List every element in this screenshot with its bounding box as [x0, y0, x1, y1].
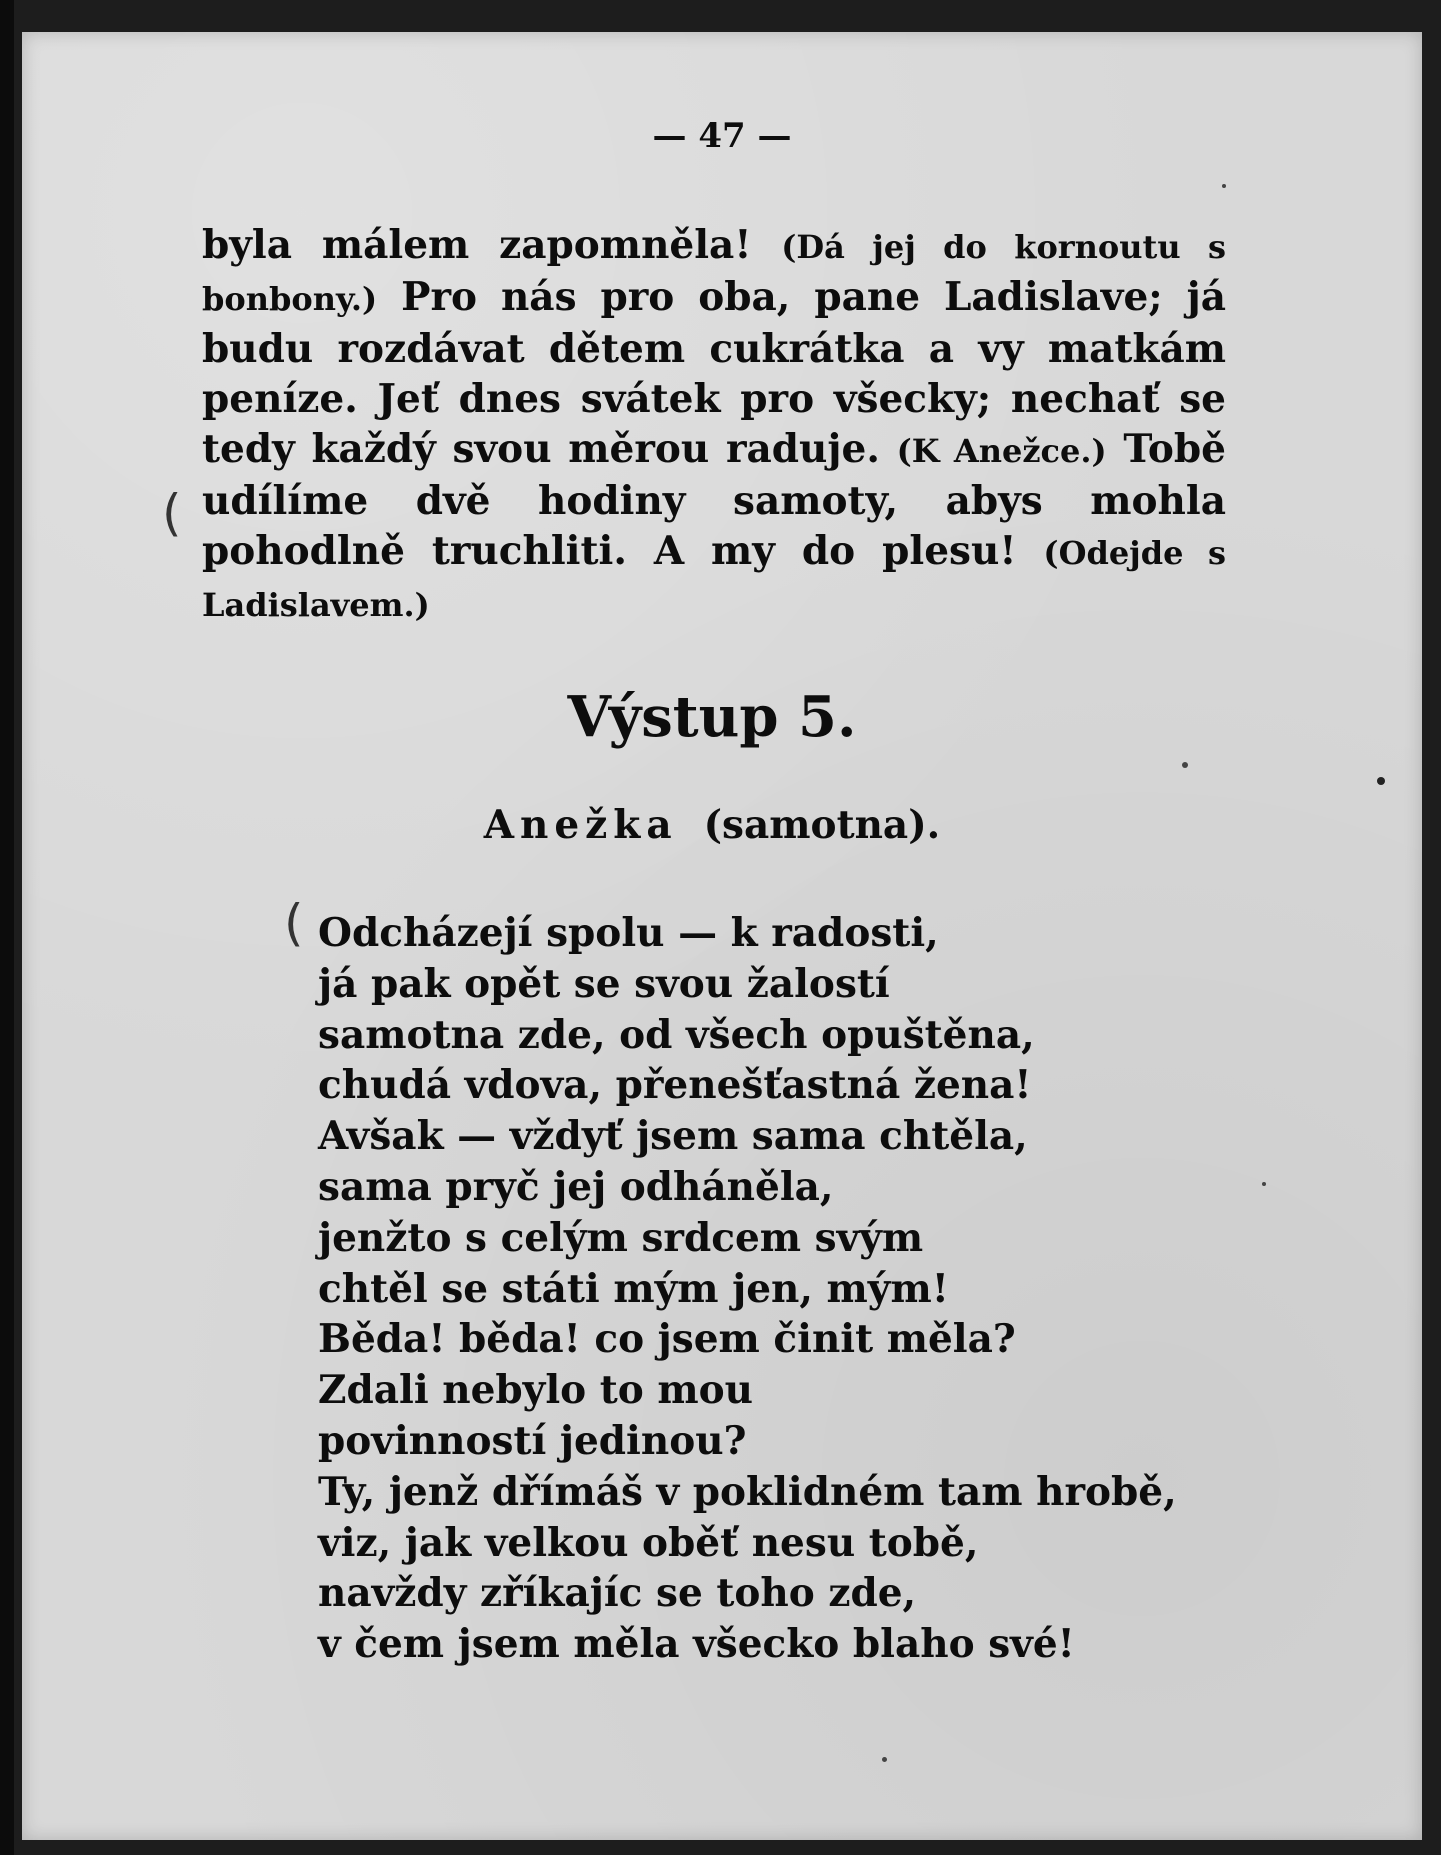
paper-speck: [1222, 184, 1226, 188]
pencil-bracket-mark: (: [284, 894, 304, 952]
character-line: [22, 802, 1402, 848]
paper-speck: [1262, 1182, 1266, 1186]
verse-line: povinností jedinou?: [318, 1417, 747, 1464]
verse-line: jenžto s celým srdcem svým: [318, 1214, 924, 1261]
pencil-bracket-mark: (: [162, 484, 182, 542]
verse-line: navždy zříkajíc se toho zde,: [318, 1570, 917, 1617]
verse-line: Zdali nebylo to mou: [318, 1367, 753, 1414]
prose-text: byla málem zapomněla!: [202, 222, 782, 268]
verse-line: chudá vdova, přenešťastná žena!: [318, 1062, 1032, 1109]
stage-direction: (Odejde s Ladislavem.): [202, 534, 1227, 624]
stage-direction: (Dá jej do kornoutu s bonbony.): [202, 228, 1226, 318]
character-name: Anežka: [483, 802, 678, 848]
verse-line: Běda! běda! co jsem činit měla?: [318, 1316, 1016, 1363]
prose-paragraph: [202, 220, 1226, 630]
paper-speck: [1182, 762, 1188, 768]
book-page: [22, 32, 1422, 1840]
verse-line: sama pryč jej odháněla,: [318, 1163, 834, 1210]
verse-line: Odcházejí spolu — k radosti,: [318, 910, 939, 956]
verse-line: chtěl se státi mým jen, mým!: [318, 1265, 949, 1312]
prose-text: Pro nás pro oba, pane Ladislave; já budu rozdávat dětem cukrátka a vy matkám peníze. Jeť dnes svátek pro všecky; nechať se tedy každý svou měrou raduje.: [202, 274, 1226, 472]
scene-heading: Výstup 5.: [567, 684, 857, 750]
paper-speck: [882, 1757, 887, 1762]
character-direction: (samotna).: [703, 802, 941, 848]
verse-line: v čem jsem měla všecko blaho své!: [318, 1621, 1075, 1668]
prose-text: Tobě udílíme dvě hodiny samoty, abys mohla pohodlně truchliti. A my do plesu!: [202, 426, 1226, 574]
verse-line: viz, jak velkou oběť nesu tobě,: [318, 1519, 979, 1566]
page-number: — 47 —: [652, 116, 792, 156]
verse-line: samotna zde, od všech opuštěna,: [318, 1011, 1035, 1058]
verse-line: Ty, jenž dřímáš v poklidném tam hrobě,: [318, 1468, 1177, 1515]
verse-line: Avšak — vždyť jsem sama chtěla,: [318, 1113, 1028, 1160]
stage-direction: (K Anežce.): [896, 432, 1107, 470]
paper-speck: [1377, 777, 1385, 785]
scan-left-border: [0, 0, 14, 1855]
verse-line: já pak opět se svou žalostí: [318, 960, 890, 1007]
verse-block: [318, 908, 1318, 1670]
